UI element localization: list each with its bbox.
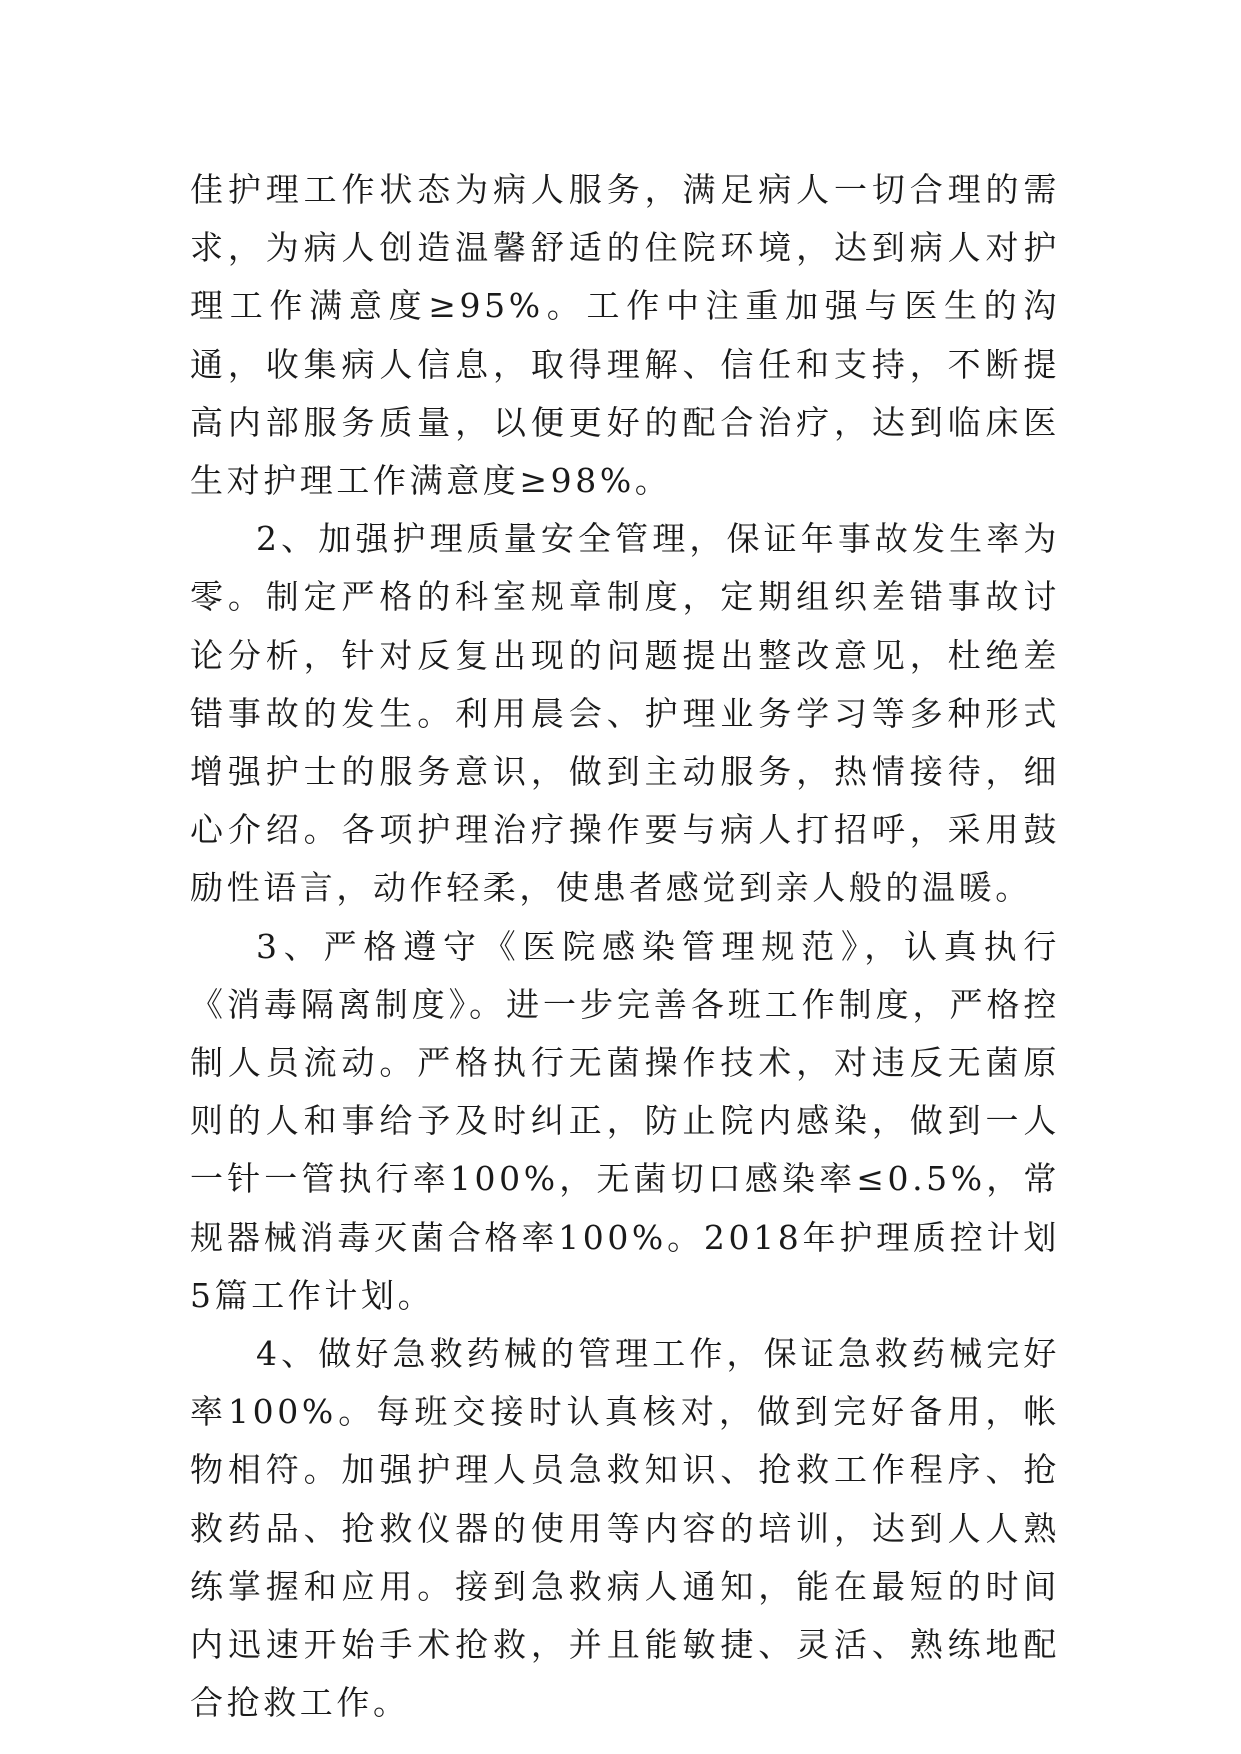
paragraph-item-2: 2、加强护理质量安全管理，保证年事故发生率为零。制定严格的科室规章制度，定期组织差错事故讨论分析，针对反复出现的问题提出整改意见，杜绝差错事故的发生。利用晨会、护理业务学习等多种形式增强护士的服务意识，做到主动服务，热情接待，细心介绍。各项护理治疗操作要与病人打招呼，采用鼓励性语言，动作轻柔，使患者感觉到亲人般的温暖。 bbox=[190, 519, 1060, 908]
paragraph-continuation: 佳护理工作状态为病人服务，满足病人一切合理的需求，为病人创造温馨舒适的住院环境，达到病人对护理工作满意度≥95%。工作中注重加强与医生的沟通，收集病人信息，取得理解、信任和支持，不断提高内部服务质量，以便更好的配合治疗，达到临床医生对护理工作满意度≥98%。 bbox=[190, 170, 1060, 501]
paragraph-item-3: 3、严格遵守《医院感染管理规范》，认真执行《消毒隔离制度》。进一步完善各班工作制度，严格控制人员流动。严格执行无菌操作技术，对违反无菌原则的人和事给予及时纠正，防止院内感染，做到一人一针一管执行率100%，无菌切口感染率≤0.5%，常规器械消毒灭菌合格率100%。2018年护理质控计划5篇工作计划。 bbox=[190, 926, 1060, 1315]
paragraph-item-4: 4、做好急救药械的管理工作，保证急救药械完好率100%。每班交接时认真核对，做到完好备用，帐物相符。加强护理人员急救知识、抢救工作程序、抢救药品、抢救仪器的使用等内容的培训，达到人人熟练掌握和应用。接到急救病人通知，能在最短的时间内迅速开始手术抢救，并且能敏捷、灵活、熟练地配合抢救工作。 bbox=[190, 1334, 1060, 1723]
document-page bbox=[190, 161, 1060, 1732]
